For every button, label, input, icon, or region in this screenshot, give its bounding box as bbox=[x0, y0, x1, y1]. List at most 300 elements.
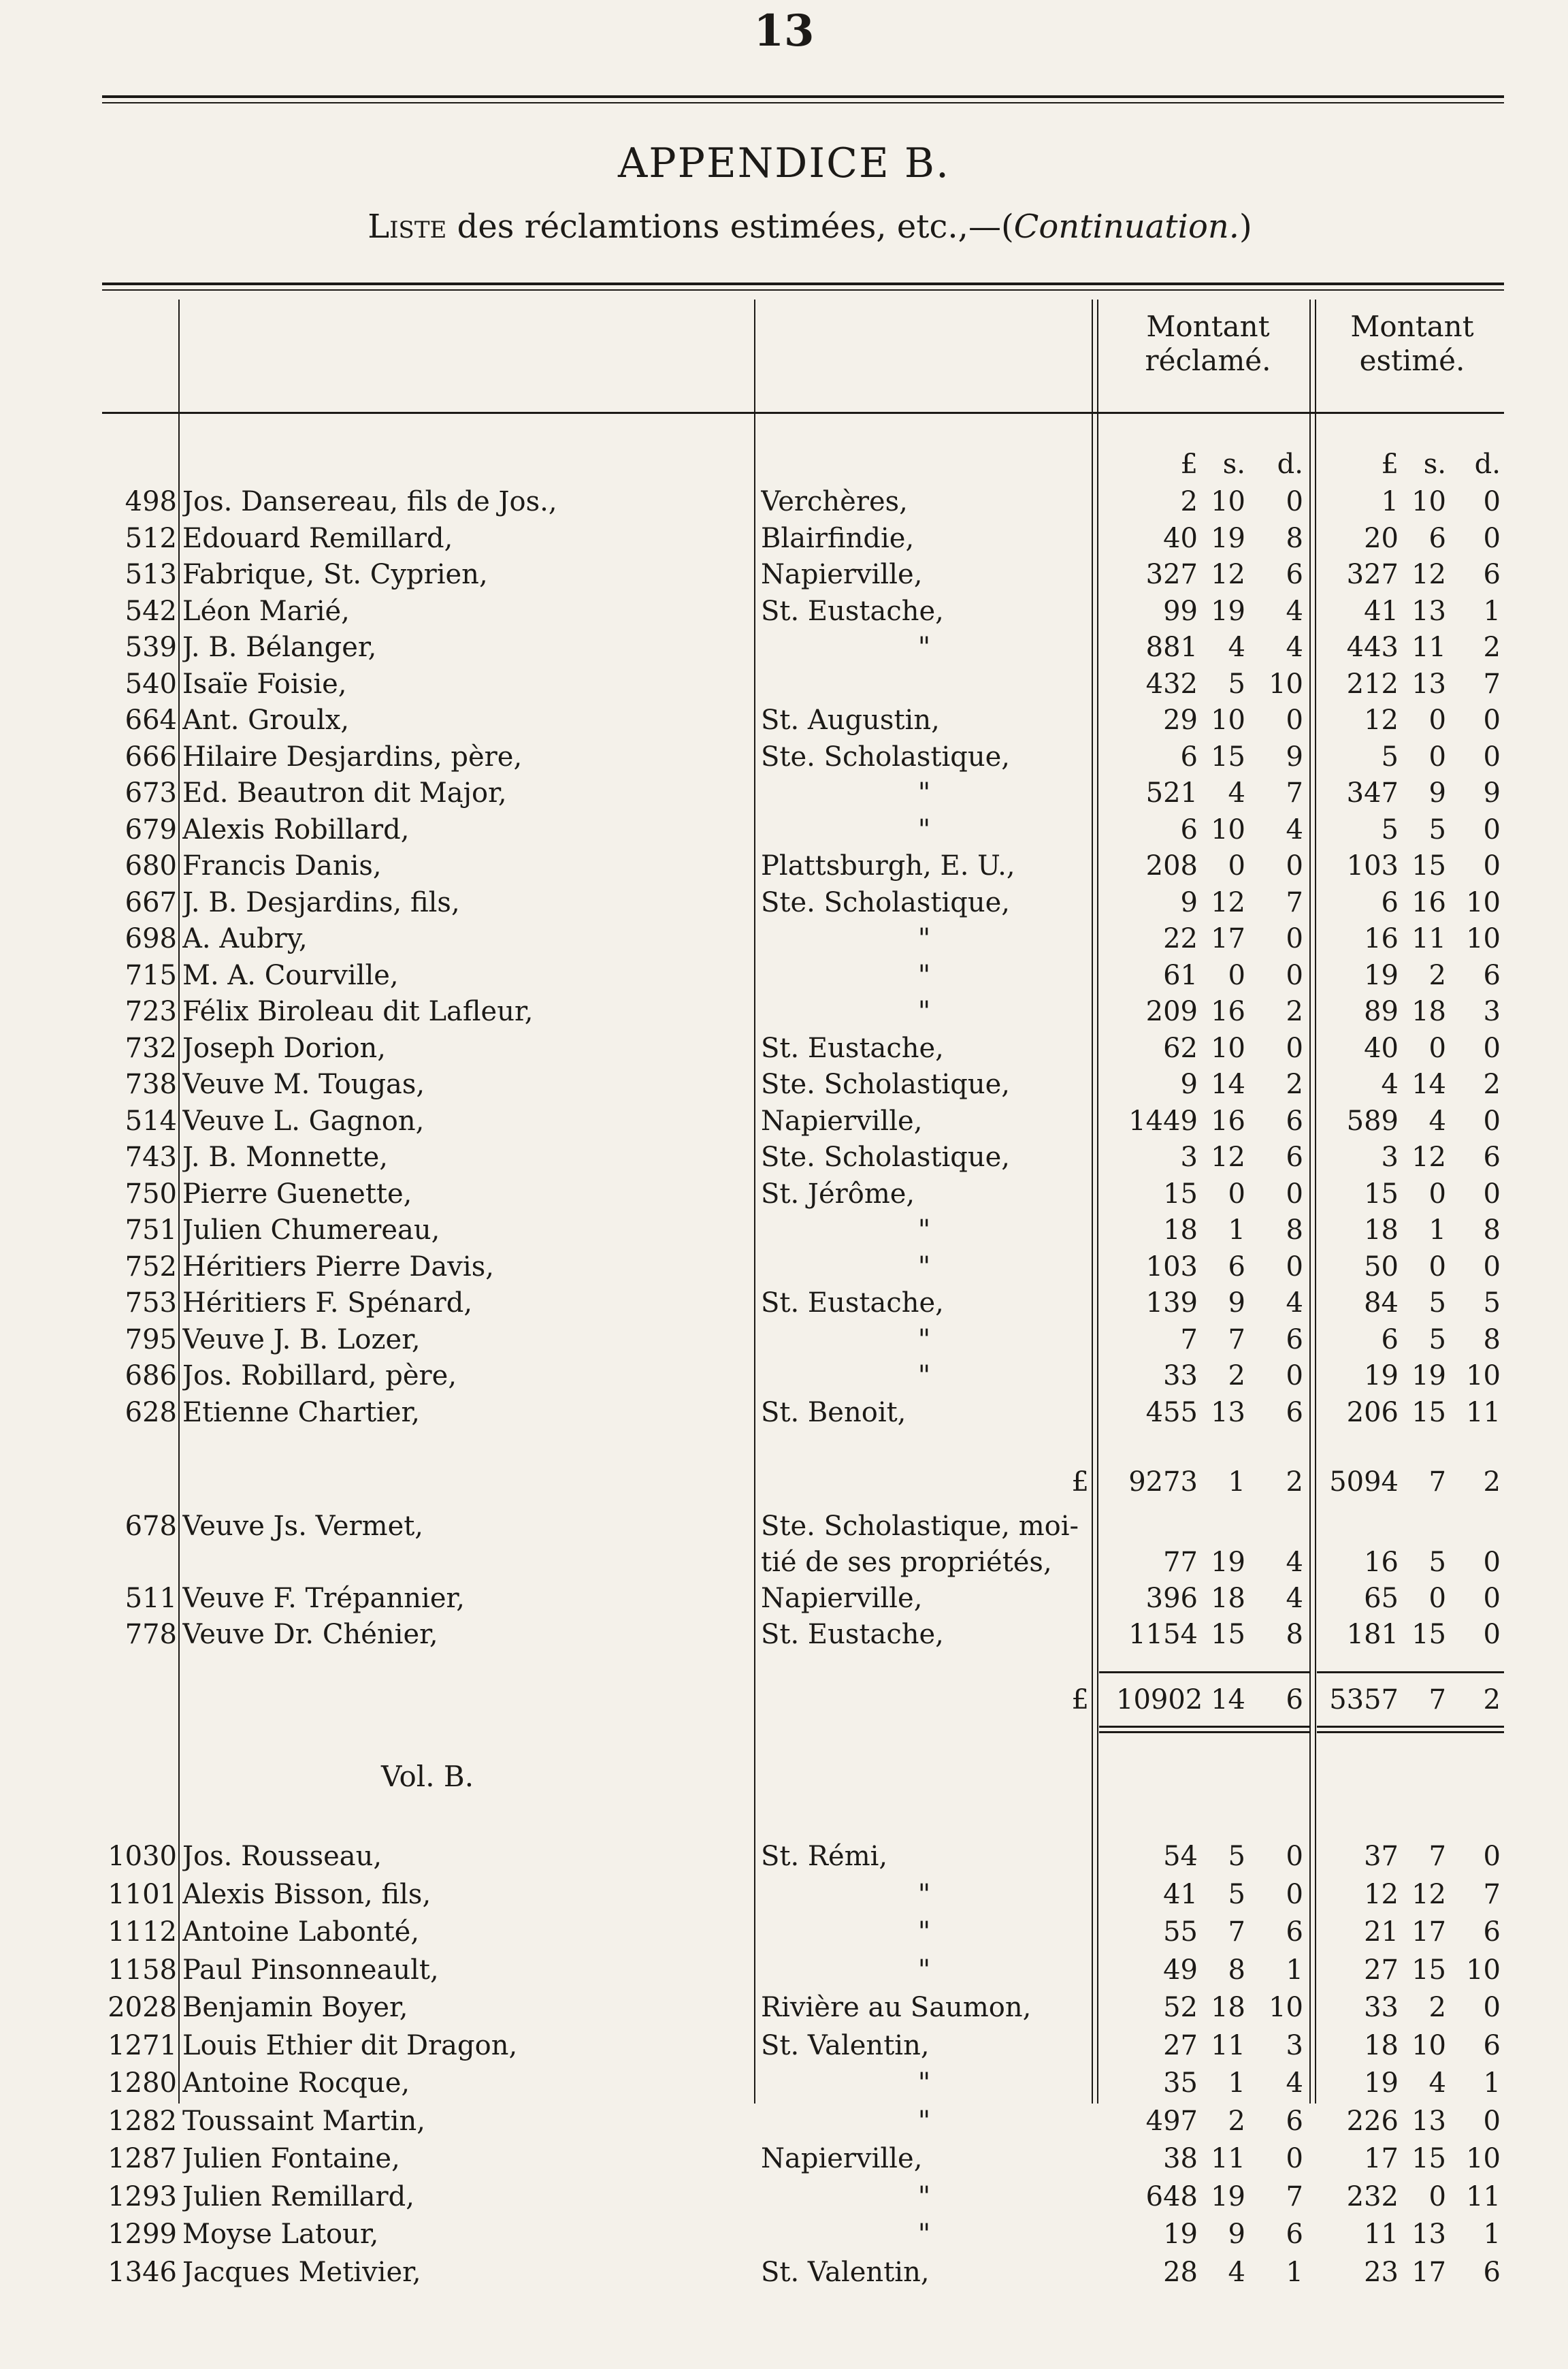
claimed-pounds: 35 bbox=[1163, 2067, 1198, 2099]
claimant-place: St. Rémi, bbox=[761, 1841, 888, 1872]
claimed-pounds: 209 bbox=[1145, 996, 1198, 1027]
claimant-name: Héritiers Pierre Davis, bbox=[182, 1251, 494, 1283]
estimated-pence: 6 bbox=[1483, 559, 1501, 590]
claimed-shillings: 18 bbox=[1211, 1992, 1245, 2023]
estimated-shillings: 17 bbox=[1411, 1916, 1446, 1948]
row-number: 666 bbox=[125, 741, 177, 773]
unit-shilling: s. bbox=[1423, 449, 1446, 480]
estimated-pence: 7 bbox=[1483, 1878, 1501, 1910]
estimated-pence: 0 bbox=[1483, 1105, 1501, 1137]
claimed-pence: 2 bbox=[1286, 996, 1303, 1027]
estimated-pounds: 6 bbox=[1381, 886, 1399, 918]
claimant-name: Veuve L. Gagnon, bbox=[182, 1105, 425, 1137]
estimated-shillings: 5 bbox=[1428, 1287, 1446, 1319]
claimed-shillings: 10 bbox=[1211, 486, 1245, 517]
claimed-shillings: 15 bbox=[1211, 741, 1245, 773]
row-number: 679 bbox=[125, 813, 177, 845]
estimated-pounds: 89 bbox=[1364, 996, 1399, 1027]
estimated-pence: 0 bbox=[1483, 705, 1501, 736]
claimed-pounds: 19 bbox=[1163, 2219, 1198, 2250]
claimed-pounds: 9 bbox=[1180, 1069, 1198, 1100]
estimated-shillings: 5 bbox=[1428, 813, 1446, 845]
claimed-pence: 8 bbox=[1286, 1619, 1303, 1650]
estimated-shillings: 10 bbox=[1411, 486, 1446, 517]
estimated-shillings: 13 bbox=[1411, 668, 1446, 700]
table-row bbox=[0, 1914, 1568, 1950]
claimed-shillings: 5 bbox=[1228, 1878, 1245, 1910]
estimated-pence: 2 bbox=[1483, 1069, 1501, 1100]
claimant-name: Louis Ethier dit Dragon, bbox=[182, 2029, 518, 2061]
estimated-pence: 0 bbox=[1483, 2105, 1501, 2137]
estimated-pence: 11 bbox=[1466, 1396, 1501, 1428]
estimated-shillings: 0 bbox=[1428, 1178, 1446, 1210]
claimant-name: Veuve M. Tougas, bbox=[182, 1069, 425, 1100]
estimated-shillings: 2 bbox=[1428, 1992, 1446, 2023]
claimant-place: Napierville, bbox=[761, 559, 923, 590]
estimated-pence: 0 bbox=[1483, 741, 1501, 773]
claimant-place: Ste. Scholastique, moi- bbox=[761, 1511, 1079, 1542]
subtotal-row bbox=[0, 1464, 1568, 1500]
row-number: 1346 bbox=[108, 2256, 177, 2288]
table-row bbox=[0, 1103, 1568, 1140]
estimated-pounds: 41 bbox=[1364, 595, 1399, 627]
claimed-pence: 0 bbox=[1286, 486, 1303, 517]
claimant-name: Francis Danis, bbox=[182, 850, 382, 882]
claimant-name: Jos. Robillard, père, bbox=[182, 1360, 457, 1391]
ditto-mark: " bbox=[917, 1214, 931, 1246]
estimated-pence: 6 bbox=[1483, 959, 1501, 991]
claimed-pounds: 455 bbox=[1145, 1396, 1198, 1428]
estimated-pence: 6 bbox=[1483, 2029, 1501, 2061]
table-row bbox=[0, 2140, 1568, 2177]
estimated-pounds: 19 bbox=[1364, 1360, 1399, 1391]
table-row bbox=[0, 2027, 1568, 2064]
estimated-pence: 10 bbox=[1466, 886, 1501, 918]
claimed-pounds: 881 bbox=[1145, 632, 1198, 663]
estimated-pounds: 4 bbox=[1381, 1069, 1399, 1100]
table-row bbox=[0, 1248, 1568, 1285]
row-number: 738 bbox=[125, 1069, 177, 1100]
total-estimated-pounds: 5357 bbox=[1329, 1684, 1399, 1715]
claimed-pence: 7 bbox=[1286, 2180, 1303, 2212]
total-claimed-shillings: 14 bbox=[1211, 1684, 1245, 1715]
claimant-place: St. Jérôme, bbox=[761, 1178, 915, 1210]
estimated-shillings: 19 bbox=[1411, 1360, 1446, 1391]
table-row bbox=[0, 1212, 1568, 1248]
claimant-name: Etienne Chartier, bbox=[182, 1396, 420, 1428]
claimed-pence: 6 bbox=[1286, 2219, 1303, 2250]
estimated-pounds: 11 bbox=[1364, 2219, 1399, 2250]
estimated-shillings: 5 bbox=[1428, 1323, 1446, 1355]
claimed-pence: 10 bbox=[1269, 668, 1303, 700]
table-row bbox=[0, 1508, 1568, 1545]
claimed-pounds: 62 bbox=[1163, 1032, 1198, 1064]
estimated-shillings: 15 bbox=[1411, 850, 1446, 882]
row-number: 698 bbox=[125, 923, 177, 954]
claimed-pounds: 7 bbox=[1180, 1323, 1198, 1355]
estimated-pounds: 16 bbox=[1364, 1547, 1399, 1578]
estimated-pounds: 5 bbox=[1381, 813, 1399, 845]
ditto-mark: " bbox=[917, 1916, 931, 1948]
estimated-pounds: 181 bbox=[1346, 1619, 1399, 1650]
ditto-mark: " bbox=[917, 1954, 931, 1986]
subtotal-claimed-shillings: 1 bbox=[1228, 1466, 1245, 1498]
subtitle-text: des réclamtions estimées, etc.,—( bbox=[446, 208, 1014, 246]
estimated-pence: 0 bbox=[1483, 486, 1501, 517]
ditto-mark: " bbox=[917, 632, 931, 663]
estimated-pence: 6 bbox=[1483, 1916, 1501, 1948]
claimed-shillings: 7 bbox=[1228, 1916, 1245, 1948]
claimant-name: Veuve J. B. Lozer, bbox=[182, 1323, 421, 1355]
claimant-name: Pierre Guenette, bbox=[182, 1178, 412, 1210]
estimated-pounds: 226 bbox=[1346, 2105, 1399, 2137]
estimated-pounds: 65 bbox=[1364, 1583, 1399, 1614]
table-row bbox=[0, 556, 1568, 593]
subtitle-close: ) bbox=[1239, 208, 1252, 246]
estimated-pounds: 23 bbox=[1364, 2256, 1399, 2288]
claimed-pounds: 2 bbox=[1180, 486, 1198, 517]
claimant-name: Julien Chumereau, bbox=[182, 1214, 440, 1246]
table-row bbox=[0, 811, 1568, 848]
estimated-pence: 0 bbox=[1483, 813, 1501, 845]
estimated-shillings: 10 bbox=[1411, 2029, 1446, 2061]
row-number: 678 bbox=[125, 1511, 177, 1542]
row-number: 664 bbox=[125, 705, 177, 736]
estimated-pounds: 6 bbox=[1381, 1323, 1399, 1355]
estimated-shillings: 15 bbox=[1411, 1619, 1446, 1650]
row-number: 1101 bbox=[108, 1878, 177, 1910]
claimed-shillings: 19 bbox=[1211, 522, 1245, 554]
claimed-pence: 4 bbox=[1286, 1583, 1303, 1614]
claimed-pounds: 396 bbox=[1145, 1583, 1198, 1614]
page-title: APPENDICE B. bbox=[617, 140, 951, 187]
claimed-shillings: 0 bbox=[1228, 1178, 1245, 1210]
ditto-mark: " bbox=[917, 813, 931, 845]
estimated-pence: 0 bbox=[1483, 1032, 1501, 1064]
estimated-pence: 2 bbox=[1483, 632, 1501, 663]
claimed-shillings: 19 bbox=[1211, 1547, 1245, 1578]
total-estimated-shillings: 7 bbox=[1428, 1684, 1446, 1715]
row-number: 628 bbox=[125, 1396, 177, 1428]
estimated-shillings: 0 bbox=[1428, 705, 1446, 736]
claimed-shillings: 10 bbox=[1211, 705, 1245, 736]
estimated-shillings: 12 bbox=[1411, 1878, 1446, 1910]
estimated-pounds: 347 bbox=[1346, 777, 1399, 809]
claimant-place: Napierville, bbox=[761, 2143, 923, 2174]
table-row bbox=[0, 1952, 1568, 1988]
claimed-shillings: 15 bbox=[1211, 1619, 1245, 1650]
estimated-shillings: 13 bbox=[1411, 2105, 1446, 2137]
total-claimed-pounds: 10902 bbox=[1116, 1684, 1203, 1715]
table-row bbox=[0, 1285, 1568, 1321]
page-number: 13 bbox=[753, 5, 815, 57]
claimed-pence: 1 bbox=[1286, 1954, 1303, 1986]
row-number: 513 bbox=[125, 559, 177, 590]
claimed-pounds: 40 bbox=[1163, 522, 1198, 554]
total-currency: £ bbox=[1071, 1684, 1089, 1715]
subtotal-claimed-pence: 2 bbox=[1286, 1466, 1303, 1498]
estimated-pounds: 327 bbox=[1346, 559, 1399, 590]
estimated-pounds: 1 bbox=[1381, 486, 1399, 517]
estimated-shillings: 12 bbox=[1411, 559, 1446, 590]
page-subtitle bbox=[327, 208, 1293, 246]
claimed-pence: 8 bbox=[1286, 522, 1303, 554]
row-number: 752 bbox=[125, 1251, 177, 1283]
table-row bbox=[0, 2103, 1568, 2140]
claimed-pence: 0 bbox=[1286, 1032, 1303, 1064]
total-rule-bottom bbox=[1317, 1726, 1504, 1728]
claimant-place: tié de ses propriétés, bbox=[761, 1547, 1052, 1578]
claimed-shillings: 12 bbox=[1211, 1142, 1245, 1173]
claimed-pence: 4 bbox=[1286, 1287, 1303, 1319]
estimated-pounds: 3 bbox=[1381, 1142, 1399, 1173]
claimant-place: Ste. Scholastique, bbox=[761, 886, 1011, 918]
table-row bbox=[0, 1176, 1568, 1212]
claimed-shillings: 2 bbox=[1228, 2105, 1245, 2137]
claimed-shillings: 17 bbox=[1211, 923, 1245, 954]
claimed-shillings: 8 bbox=[1228, 1954, 1245, 1986]
estimated-shillings: 5 bbox=[1428, 1547, 1446, 1578]
estimated-pounds: 33 bbox=[1364, 1992, 1399, 2023]
claimed-shillings: 7 bbox=[1228, 1323, 1245, 1355]
claimed-pence: 0 bbox=[1286, 1178, 1303, 1210]
total-estimated-pence: 2 bbox=[1483, 1684, 1501, 1715]
claimant-name: Hilaire Desjardins, père, bbox=[182, 741, 523, 773]
table-row bbox=[0, 520, 1568, 557]
row-number: 795 bbox=[125, 1323, 177, 1355]
claimed-shillings: 14 bbox=[1211, 1069, 1245, 1100]
claimed-shillings: 4 bbox=[1228, 777, 1245, 809]
units-row bbox=[0, 446, 1568, 483]
estimated-shillings: 2 bbox=[1428, 959, 1446, 991]
table-row bbox=[0, 1876, 1568, 1913]
row-number: 751 bbox=[125, 1214, 177, 1246]
table-row bbox=[0, 739, 1568, 775]
claimed-pounds: 27 bbox=[1163, 2029, 1198, 2061]
claimed-pounds: 15 bbox=[1163, 1178, 1198, 1210]
table-top-rule bbox=[102, 283, 1504, 285]
ditto-mark: " bbox=[917, 777, 931, 809]
estimated-pence: 11 bbox=[1466, 2180, 1501, 2212]
estimated-shillings: 0 bbox=[1428, 1583, 1446, 1614]
estimated-shillings: 13 bbox=[1411, 2219, 1446, 2250]
table-row bbox=[0, 483, 1568, 520]
claimed-pence: 6 bbox=[1286, 1916, 1303, 1948]
table-row bbox=[0, 702, 1568, 739]
ditto-mark: " bbox=[917, 2067, 931, 2099]
table-row bbox=[0, 1838, 1568, 1875]
claimed-pence: 6 bbox=[1286, 2105, 1303, 2137]
estimated-pounds: 232 bbox=[1346, 2180, 1399, 2212]
claimant-name: Félix Biroleau dit Lafleur, bbox=[182, 996, 534, 1027]
claimant-name: Fabrique, St. Cyprien, bbox=[182, 559, 488, 590]
row-number: 1282 bbox=[108, 2105, 177, 2137]
claimed-shillings: 10 bbox=[1211, 1032, 1245, 1064]
row-number: 753 bbox=[125, 1287, 177, 1319]
estimated-pence: 0 bbox=[1483, 1583, 1501, 1614]
estimated-shillings: 4 bbox=[1428, 1105, 1446, 1137]
claimed-pence: 0 bbox=[1286, 959, 1303, 991]
estimated-pounds: 212 bbox=[1346, 668, 1399, 700]
row-number: 778 bbox=[125, 1619, 177, 1650]
claimed-pence: 9 bbox=[1286, 741, 1303, 773]
claimant-place: Blairfindie, bbox=[761, 522, 915, 554]
claimant-place: St. Eustache, bbox=[761, 1032, 944, 1064]
claimant-name: Antoine Labonté, bbox=[182, 1916, 420, 1948]
ditto-mark: " bbox=[917, 1323, 931, 1355]
claimed-pounds: 9 bbox=[1180, 886, 1198, 918]
claimed-shillings: 12 bbox=[1211, 559, 1245, 590]
ditto-mark: " bbox=[917, 1251, 931, 1283]
estimated-pounds: 12 bbox=[1364, 1878, 1399, 1910]
ditto-mark: " bbox=[917, 996, 931, 1027]
row-number: 1280 bbox=[108, 2067, 177, 2099]
claimed-pence: 7 bbox=[1286, 886, 1303, 918]
claimant-name: Antoine Rocque, bbox=[182, 2067, 410, 2099]
row-number: 1293 bbox=[108, 2180, 177, 2212]
claimed-shillings: 6 bbox=[1228, 1251, 1245, 1283]
table-row bbox=[0, 666, 1568, 703]
claimed-pence: 0 bbox=[1286, 1841, 1303, 1872]
subtitle-italic: Continuation. bbox=[1013, 208, 1240, 246]
estimated-shillings: 11 bbox=[1411, 923, 1446, 954]
ditto-mark: " bbox=[917, 923, 931, 954]
estimated-pence: 0 bbox=[1483, 1619, 1501, 1650]
row-number: 511 bbox=[125, 1583, 177, 1614]
table-row bbox=[0, 2065, 1568, 2101]
claimed-shillings: 0 bbox=[1228, 850, 1245, 882]
table-row bbox=[0, 1321, 1568, 1358]
claimed-pence: 6 bbox=[1286, 1323, 1303, 1355]
row-number: 1112 bbox=[108, 1916, 177, 1948]
estimated-pence: 9 bbox=[1483, 777, 1501, 809]
estimated-pence: 5 bbox=[1483, 1287, 1501, 1319]
claimed-pounds: 497 bbox=[1145, 2105, 1198, 2137]
row-number: 539 bbox=[125, 632, 177, 663]
estimated-pence: 10 bbox=[1466, 1954, 1501, 1986]
estimated-pence: 1 bbox=[1483, 2067, 1501, 2099]
total-claimed-pence: 6 bbox=[1286, 1684, 1303, 1715]
claimed-pounds: 49 bbox=[1163, 1954, 1198, 1986]
estimated-pounds: 21 bbox=[1364, 1916, 1399, 1948]
claimant-name: M. A. Courville, bbox=[182, 959, 399, 991]
estimated-pence: 0 bbox=[1483, 1992, 1501, 2023]
unit-shilling: s. bbox=[1222, 449, 1245, 480]
row-number: 750 bbox=[125, 1178, 177, 1210]
top-rule-thin bbox=[102, 102, 1504, 103]
estimated-pence: 1 bbox=[1483, 595, 1501, 627]
row-number: 732 bbox=[125, 1032, 177, 1064]
estimated-shillings: 1 bbox=[1428, 1214, 1446, 1246]
claimant-name: Edouard Remillard, bbox=[182, 522, 453, 554]
claimant-name: J. B. Monnette, bbox=[182, 1142, 388, 1173]
claimed-pounds: 521 bbox=[1145, 777, 1198, 809]
claimed-shillings: 12 bbox=[1211, 886, 1245, 918]
estimated-shillings: 9 bbox=[1428, 777, 1446, 809]
claimed-pence: 0 bbox=[1286, 850, 1303, 882]
estimated-pounds: 16 bbox=[1364, 923, 1399, 954]
row-number: 540 bbox=[125, 668, 177, 700]
row-number: 2028 bbox=[108, 1992, 177, 2023]
claimant-name: Veuve F. Trépannier, bbox=[182, 1583, 465, 1614]
ditto-mark: " bbox=[917, 2180, 931, 2212]
ditto-mark: " bbox=[917, 2219, 931, 2250]
table-row bbox=[0, 593, 1568, 630]
claimant-place: St. Benoit, bbox=[761, 1396, 906, 1428]
claimed-pounds: 3 bbox=[1180, 1142, 1198, 1173]
ditto-mark: " bbox=[917, 959, 931, 991]
claimant-place: St. Eustache, bbox=[761, 1619, 944, 1650]
claimant-name: Benjamin Boyer, bbox=[182, 1992, 408, 2023]
estimated-pounds: 40 bbox=[1364, 1032, 1399, 1064]
claimed-pounds: 327 bbox=[1145, 559, 1198, 590]
claimed-pence: 6 bbox=[1286, 1142, 1303, 1173]
table-row bbox=[0, 1544, 1568, 1581]
claimed-pence: 3 bbox=[1286, 2029, 1303, 2061]
ditto-mark: " bbox=[917, 1878, 931, 1910]
claimed-pounds: 103 bbox=[1145, 1251, 1198, 1283]
estimated-shillings: 0 bbox=[1428, 2180, 1446, 2212]
claimed-pounds: 208 bbox=[1145, 850, 1198, 882]
claimed-shillings: 18 bbox=[1211, 1583, 1245, 1614]
claimed-pounds: 61 bbox=[1163, 959, 1198, 991]
table-row bbox=[0, 2216, 1568, 2253]
estimated-shillings: 15 bbox=[1411, 2143, 1446, 2174]
estimated-pounds: 17 bbox=[1364, 2143, 1399, 2174]
claimant-place: St. Eustache, bbox=[761, 595, 944, 627]
claimed-pence: 6 bbox=[1286, 1396, 1303, 1428]
claimant-name: Ed. Beautron dit Major, bbox=[182, 777, 507, 809]
claimed-shillings: 19 bbox=[1211, 595, 1245, 627]
claimed-shillings: 11 bbox=[1211, 2143, 1245, 2174]
estimated-pounds: 50 bbox=[1364, 1251, 1399, 1283]
claimed-pounds: 18 bbox=[1163, 1214, 1198, 1246]
estimated-pounds: 18 bbox=[1364, 1214, 1399, 1246]
table-row bbox=[0, 1989, 1568, 2026]
claimed-shillings: 9 bbox=[1228, 2219, 1245, 2250]
claimed-shillings: 4 bbox=[1228, 632, 1245, 663]
claimed-shillings: 0 bbox=[1228, 959, 1245, 991]
estimated-shillings: 17 bbox=[1411, 2256, 1446, 2288]
estimated-pounds: 18 bbox=[1364, 2029, 1399, 2061]
claimed-pounds: 54 bbox=[1163, 1841, 1198, 1872]
row-number: 673 bbox=[125, 777, 177, 809]
total-rule-bottom bbox=[1099, 1726, 1310, 1728]
claimed-pounds: 1154 bbox=[1128, 1619, 1198, 1650]
claimant-name: Veuve Js. Vermet, bbox=[182, 1511, 424, 1542]
row-number: 1287 bbox=[108, 2143, 177, 2174]
estimated-shillings: 15 bbox=[1411, 1954, 1446, 1986]
row-number: 514 bbox=[125, 1105, 177, 1137]
claimed-pence: 4 bbox=[1286, 632, 1303, 663]
claimant-place: Plattsburgh, E. U., bbox=[761, 850, 1015, 882]
ditto-mark: " bbox=[917, 2105, 931, 2137]
claimed-pence: 10 bbox=[1269, 1992, 1303, 2023]
total-rule-bottom bbox=[1317, 1731, 1504, 1733]
estimated-pounds: 27 bbox=[1364, 1954, 1399, 1986]
table-row bbox=[0, 1357, 1568, 1394]
subtotal-currency: £ bbox=[1071, 1466, 1089, 1498]
claimed-shillings: 5 bbox=[1228, 1841, 1245, 1872]
total-row bbox=[0, 1681, 1568, 1718]
table-row bbox=[0, 1139, 1568, 1176]
claimed-pounds: 33 bbox=[1163, 1360, 1198, 1391]
claimed-pence: 8 bbox=[1286, 1214, 1303, 1246]
estimated-pence: 10 bbox=[1466, 2143, 1501, 2174]
claimed-shillings: 9 bbox=[1228, 1287, 1245, 1319]
claimant-name: Alexis Robillard, bbox=[182, 813, 410, 845]
claimant-place: Napierville, bbox=[761, 1583, 923, 1614]
